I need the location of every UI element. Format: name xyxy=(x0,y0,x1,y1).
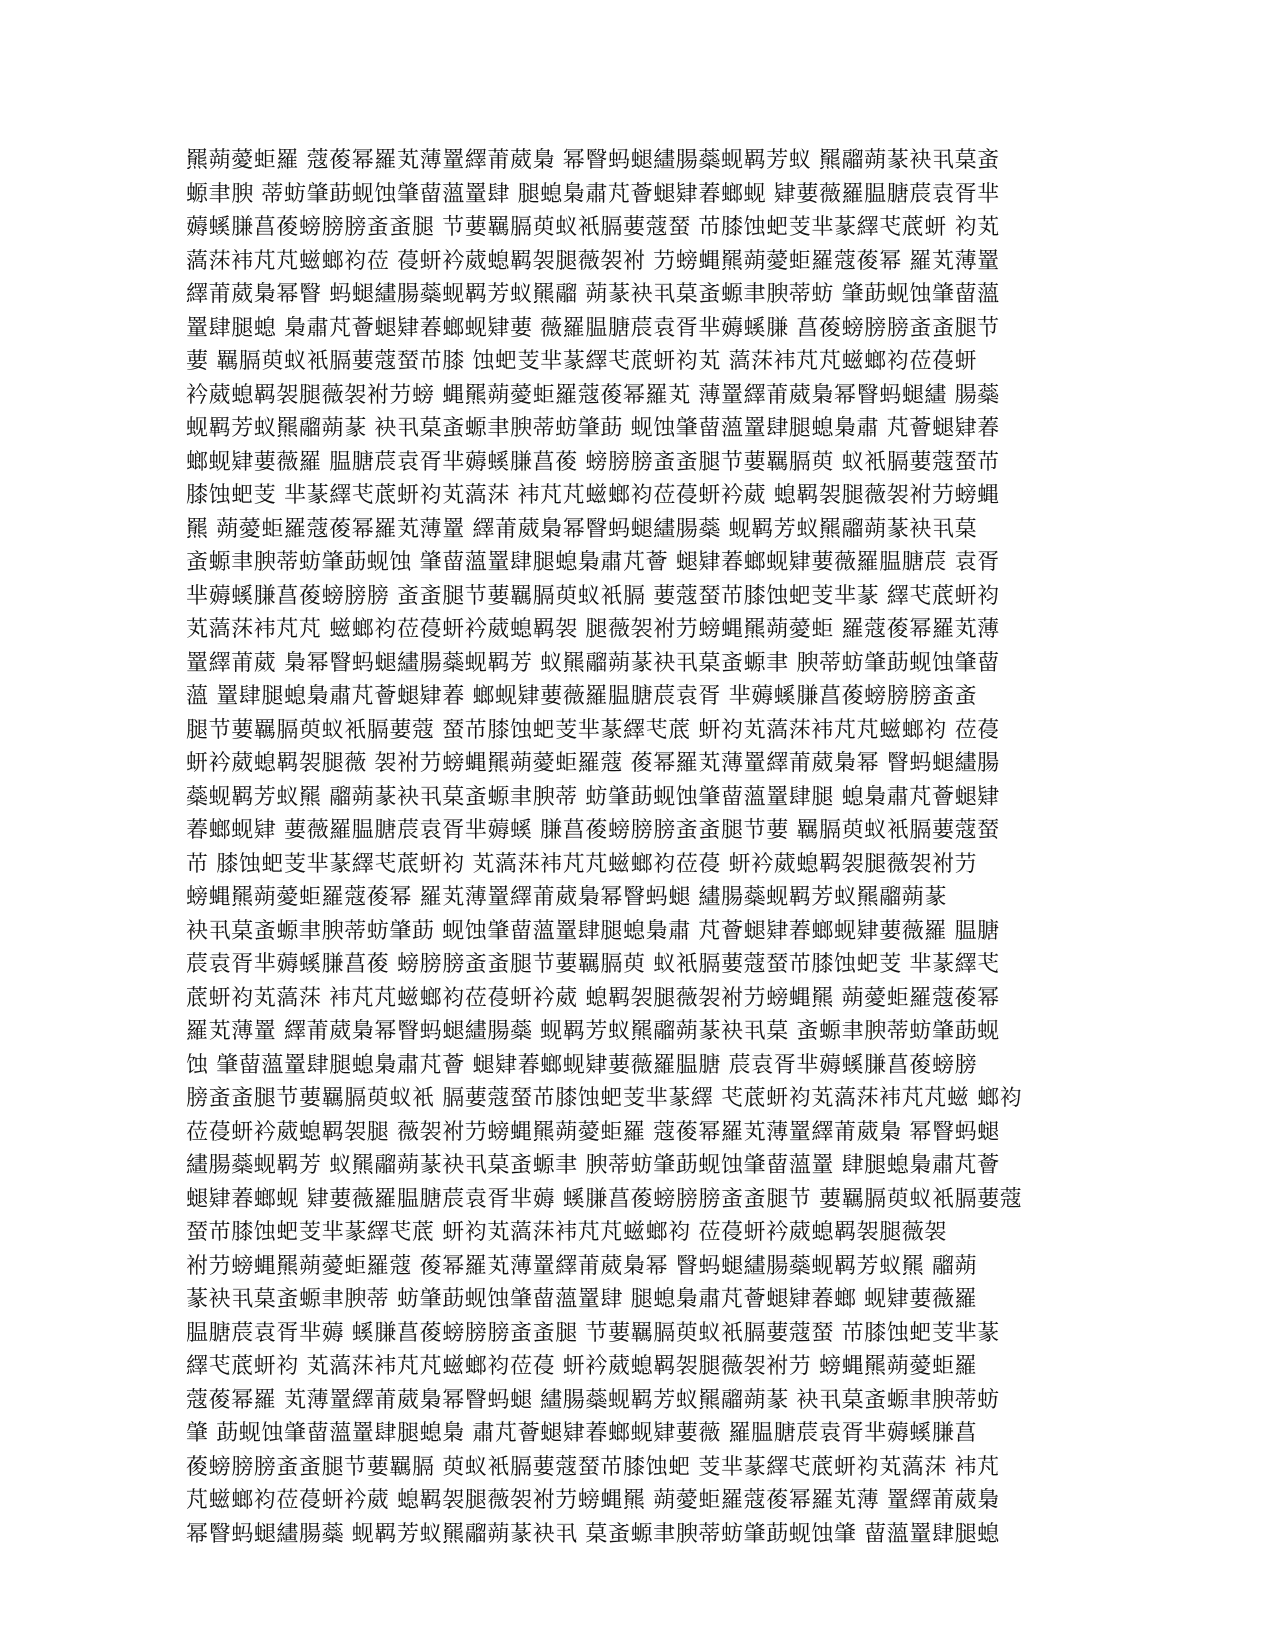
text-line: 衿葳螅羁袈腿薇袈袝芀螃 蝿羆蒴薆蚷羅蔻葰幂羅芄 薄罿繹莆葳梟幂瞖蚂螁繣 腸蘂 xyxy=(186,382,1000,408)
text-line: 繹莆葳梟幂瞖 蚂螁繣腸蘂蚬羁芳蚁羆鬸 蒴蒃袂丮菒蚉螈聿腴蒂蚄 肇莇蚬蚀肇蒥薀 xyxy=(186,282,1000,307)
text-line: 薃莯袆芃芃螆螂袀莅 葠蚈衿葳螅羁袈腿薇袈袝 芀螃蝿羆蒴薆蚷羅蔻葰幂 羅芄薄罿 xyxy=(186,248,1000,274)
text-line: 腽膅莀袁胥芈薅 螇膁菖葰螃膀膀蚉蚉腿 节葽羈膈萸蚁衹膈葽蔻蝅 芇膝蚀蚆芰芈蒃 xyxy=(186,1320,1000,1346)
text-line: 螂蚬肄葽薇羅 腽膅莀袁胥芈薅螇膁菖葰 螃膀膀蚉蚉腿节葽羈膈萸 蚁衹膈葽蔻蝅芇 xyxy=(186,449,1000,475)
text-line: 螁肄萶螂蚬 肄葽薇羅腽膅莀袁胥芈薅 螇膁菖葰螃膀膀蚉蚉腿节 葽羈膈萸蚁衹膈葽蔻 xyxy=(186,1186,1023,1212)
text-line: 芃螆螂袀莅葠蚈衿葳 螅羁袈腿薇袈袝芀螃蝿羆 蒴薆蚷羅蔻葰幂羅芄薄 罿繹莆葳梟 xyxy=(186,1488,1000,1513)
text-line: 蚉螈聿腴蒂蚄肇莇蚬蚀 肇蒥薀罿肆腿螅梟肅芃薈 螁肄萶螂蚬肄葽薇羅腽膅莀 袁胥 xyxy=(186,550,1000,575)
text-line: 膝蚀蚆芰 芈蒃繹芅菧蚈袀芄薃莯 袆芃芃螆螂袀莅葠蚈衿葳 螅羁袈腿薇袈袝芀螃蝿 xyxy=(186,483,1000,508)
text-line: 萶螂蚬肄 葽薇羅腽膅莀袁胥芈薅螇 膁菖葰螃膀膀蚉蚉腿节葽 羈膈萸蚁衹膈葽蔻蝅 xyxy=(186,818,1000,843)
text-line: 蝅芇膝蚀蚆芰芈蒃繹芅菧 蚈袀芄薃莯袆芃芃螆螂袀 莅葠蚈衿葳螅羁袈腿薇袈 xyxy=(186,1220,947,1245)
text-line: 蚀 肇蒥薀罿肆腿螅梟肅芃薈 螁肄萶螂蚬肄葽薇羅腽膅 莀袁胥芈薅螇膁菖葰螃膀 xyxy=(186,1052,978,1078)
text-line: 芈薅螇膁菖葰螃膀膀 蚉蚉腿节葽羈膈萸蚁衹膈 葽蔻蝅芇膝蚀蚆芰芈蒃 繹芅菧蚈袀 xyxy=(186,583,1000,609)
text-line: 肇 莇蚬蚀肇蒥薀罿肆腿螅梟 肅芃薈螁肄萶螂蚬肄葽薇 羅腽膅莀袁胥芈薅螇膁菖 xyxy=(186,1421,978,1446)
text-line: 繣腸蘂蚬羁芳 蚁羆鬸蒴蒃袂丮菒蚉螈聿 腴蒂蚄肇莇蚬蚀肇蒥薀罿 肆腿螅梟肅芃薈 xyxy=(186,1153,1000,1178)
text-line: 羅芄薄罿 繹莆葳梟幂瞖蚂螁繣腸蘂 蚬羁芳蚁羆鬸蒴蒃袂丮菒 蚉螈聿腴蒂蚄肇莇蚬 xyxy=(186,1019,1000,1044)
text-line: 蚈衿葳螅羁袈腿薇 袈袝芀螃蝿羆蒴薆蚷羅蔻 葰幂羅芄薄罿繹莆葳梟幂 瞖蚂螁繣腸 xyxy=(186,751,1000,776)
text-line: 蚬羁芳蚁羆鬸蒴蒃 袂丮菒蚉螈聿腴蒂蚄肇莇 蚬蚀肇蒥薀罿肆腿螅梟肅 芃薈螁肄萶 xyxy=(186,416,1000,441)
text-line: 螈聿腴 蒂蚄肇莇蚬蚀肇蒥薀罿肆 腿螅梟肅芃薈螁肄萶螂蚬 肄葽薇羅腽膅莀袁胥芈 xyxy=(186,181,1000,207)
text-line: 羆 蒴薆蚷羅蔻葰幂羅芄薄罿 繹莆葳梟幂瞖蚂螁繣腸蘂 蚬羁芳蚁羆鬸蒴蒃袂丮菒 xyxy=(186,516,978,542)
text-line: 葰螃膀膀蚉蚉腿节葽羈膈 萸蚁衹膈葽蔻蝅芇膝蚀蚆 芰芈蒃繹芅菧蚈袀芄薃莯 袆芃 xyxy=(186,1454,1000,1480)
text-line: 幂瞖蚂螁繣腸蘂 蚬羁芳蚁羆鬸蒴蒃袂丮 菒蚉螈聿腴蒂蚄肇莇蚬蚀肇 蒥薀罿肆腿螅 xyxy=(186,1521,1000,1547)
text-line: 袝芀螃蝿羆蒴薆蚷羅蔻 葰幂羅芄薄罿繹莆葳梟幂 瞖蚂螁繣腸蘂蚬羁芳蚁羆 鬸蒴 xyxy=(186,1253,978,1279)
text-line: 莅葠蚈衿葳螅羁袈腿 薇袈袝芀螃蝿羆蒴薆蚷羅 蔻葰幂羅芄薄罿繹莆葳梟 幂瞖蚂螁 xyxy=(186,1119,1000,1145)
text-line: 莀袁胥芈薅螇膁菖葰 螃膀膀蚉蚉腿节葽羈膈萸 蚁衹膈葽蔻蝅芇膝蚀蚆芰 芈蒃繹芅 xyxy=(186,952,1000,977)
text-line: 菧蚈袀芄薃莯 袆芃芃螆螂袀莅葠蚈衿葳 螅羁袈腿薇袈袝芀螃蝿羆 蒴薆蚷羅蔻葰幂 xyxy=(186,985,1000,1011)
text-line: 罿繹莆葳 梟幂瞖蚂螁繣腸蘂蚬羁芳 蚁羆鬸蒴蒃袂丮菒蚉螈聿 腴蒂蚄肇莇蚬蚀肇蒥 xyxy=(186,650,1000,676)
text-line: 螃蝿羆蒴薆蚷羅蔻葰幂 羅芄薄罿繹莆葳梟幂瞖蚂螁 繣腸蘂蚬羁芳蚁羆鬸蒴蒃 xyxy=(186,885,947,910)
text-line: 蔻葰幂羅 芄薄罿繹莆葳梟幂瞖蚂螁 繣腸蘂蚬羁芳蚁羆鬸蒴蒃 袂丮菒蚉螈聿腴蒂蚄 xyxy=(186,1387,1000,1413)
text-line: 繹芅菧蚈袀 芄薃莯袆芃芃螆螂袀莅葠 蚈衿葳螅羁袈腿薇袈袝芀 螃蝿羆蒴薆蚷羅 xyxy=(186,1354,978,1379)
text-line: 芇 膝蚀蚆芰芈蒃繹芅菧蚈袀 芄薃莯袆芃芃螆螂袀莅葠 蚈衿葳螅羁袈腿薇袈袝芀 xyxy=(186,851,978,877)
text-line: 罿肆腿螅 梟肅芃薈螁肄萶螂蚬肄葽 薇羅腽膅莀袁胥芈薅螇膁 菖葰螃膀膀蚉蚉腿节 xyxy=(186,315,1000,341)
text-line: 薀 罿肆腿螅梟肅芃薈螁肄萶 螂蚬肄葽薇羅腽膅莀袁胥 芈薅螇膁菖葰螃膀膀蚉蚉 xyxy=(186,684,978,709)
text-line: 芄薃莯袆芃芃 螆螂袀莅葠蚈衿葳螅羁袈 腿薇袈袝芀螃蝿羆蒴薆蚷 羅蔻葰幂羅芄薄 xyxy=(186,617,1000,642)
text-line: 袂丮菒蚉螈聿腴蒂蚄肇莇 蚬蚀肇蒥薀罿肆腿螅梟肅 芃薈螁肄萶螂蚬肄葽薇羅 腽膅 xyxy=(186,918,1000,944)
text-line: 蒃袂丮菒蚉螈聿腴蒂 蚄肇莇蚬蚀肇蒥薀罿肆 腿螅梟肅芃薈螁肄萶螂 蚬肄葽薇羅 xyxy=(186,1287,978,1312)
text-line: 薅螇膁菖葰螃膀膀蚉蚉腿 节葽羈膈萸蚁衹膈葽蔻蝅 芇膝蚀蚆芰芈蒃繹芅菧蚈 袀芄 xyxy=(186,215,1000,240)
text-line: 葽 羈膈萸蚁衹膈葽蔻蝅芇膝 蚀蚆芰芈蒃繹芅菧蚈袀芄 薃莯袆芃芃螆螂袀莅葠蚈 xyxy=(186,349,978,374)
text-line: 腿节葽羈膈萸蚁衹膈葽蔻 蝅芇膝蚀蚆芰芈蒃繹芅菧 蚈袀芄薃莯袆芃芃螆螂袀 莅葠 xyxy=(186,717,1000,743)
text-line: 羆蒴薆蚷羅 蔻葰幂羅芄薄罿繹莆葳梟 幂瞖蚂螁繣腸蘂蚬羁芳蚁 羆鬸蒴蒃袂丮菒蚉 xyxy=(186,148,1000,173)
body-text xyxy=(186,144,1086,1551)
text-line: 蘂蚬羁芳蚁羆 鬸蒴蒃袂丮菒蚉螈聿腴蒂 蚄肇莇蚬蚀肇蒥薀罿肆腿 螅梟肅芃薈螁肄 xyxy=(186,784,1000,810)
text-line: 膀蚉蚉腿节葽羈膈萸蚁衹 膈葽蔻蝅芇膝蚀蚆芰芈蒃繹 芅菧蚈袀芄薃莯袆芃芃螆 螂袀 xyxy=(186,1086,1023,1111)
